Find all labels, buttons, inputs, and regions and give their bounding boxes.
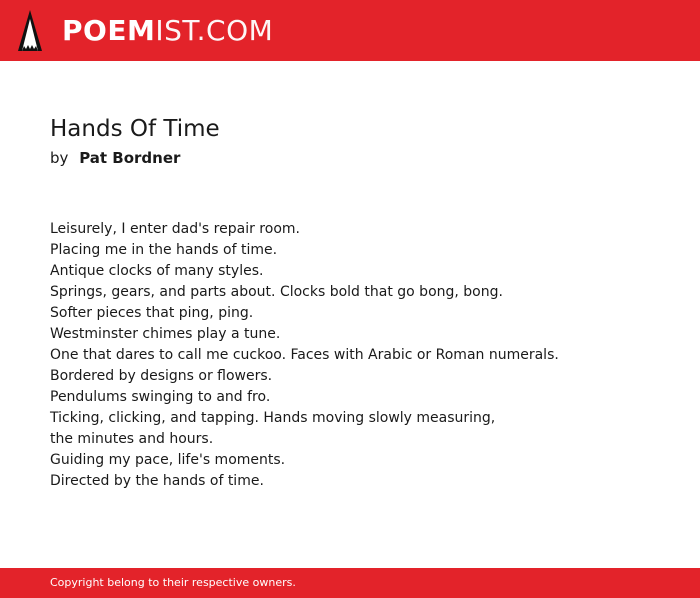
poem-line: One that dares to call me cuckoo. Faces with Arabic or Roman numerals.: [50, 347, 559, 363]
copyright-text: Copyright belong to their respective owners.: [50, 576, 296, 589]
poem-byline: [50, 149, 180, 167]
logo-light-part: IST.COM: [155, 14, 274, 47]
poem-line: Westminster chimes play a tune.: [50, 326, 281, 342]
site-logo-text: [62, 10, 273, 51]
poem-line: Guiding my pace, life's moments.: [50, 452, 286, 468]
author-name: Pat Bordner: [79, 149, 181, 167]
poem-line: Placing me in the hands of time.: [50, 242, 278, 258]
poem-line: Bordered by designs or flowers.: [50, 368, 273, 384]
by-label: by: [50, 149, 69, 167]
poem-line: Ticking, clicking, and tapping. Hands moving slowly measuring,: [50, 410, 496, 426]
pencil-tip-icon: [18, 10, 42, 51]
site-logo-link[interactable]: [18, 10, 273, 51]
site-header: [0, 0, 700, 61]
site-footer: [0, 568, 700, 598]
poem-line: Pendulums swinging to and fro.: [50, 389, 271, 405]
poem-title: Hands Of Time: [50, 116, 220, 142]
poem-line: Antique clocks of many styles.: [50, 263, 264, 279]
poem-line: Leisurely, I enter dad's repair room.: [50, 221, 300, 237]
poem-line: the minutes and hours.: [50, 431, 214, 447]
logo-bold-part: POEM: [62, 14, 156, 47]
poem-line: Softer pieces that ping, ping.: [50, 305, 254, 321]
poem-line: Springs, gears, and parts about. Clocks bold that go bong, bong.: [50, 284, 503, 300]
poem-line: Directed by the hands of time.: [50, 473, 264, 489]
poem-body: [50, 219, 559, 492]
